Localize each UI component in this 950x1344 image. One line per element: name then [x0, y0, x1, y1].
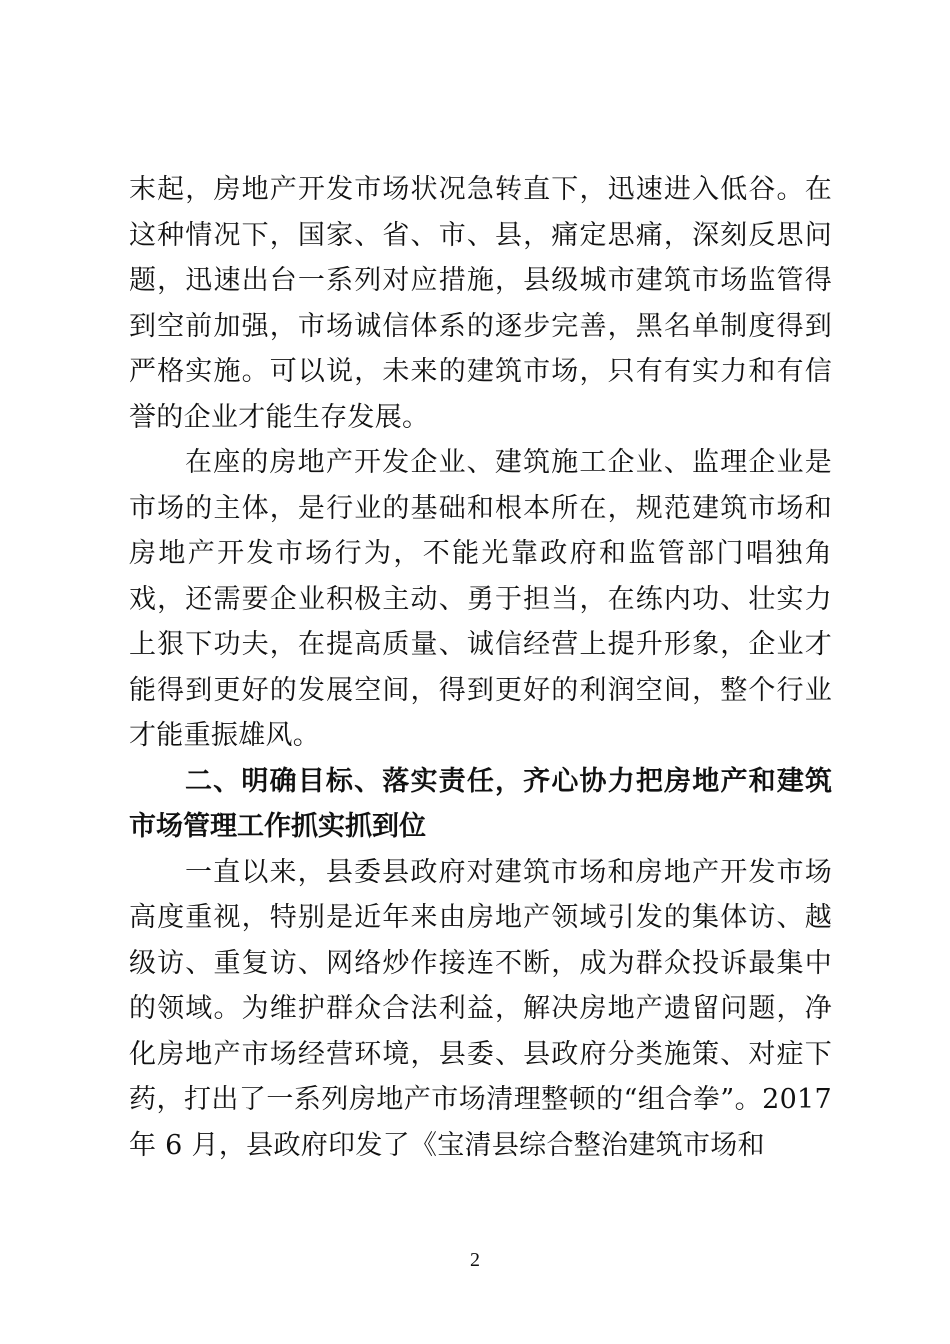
page-number: 2	[470, 1249, 480, 1271]
paragraph-government-measures: 一直以来，县委县政府对建筑市场和房地产开发市场高度重视，特别是近年来由房地产领域引发的集体访、越级访、重复访、网络炒作接连不断，成为群众投诉最集中的领域。为维护群众合法利益，解决房地产遗留问题，净化房地产市场经营环境，县委、县政府分类施策、对症下药，打出了一系列房地产市场清理整顿的“组合拳”。2017 年 6 月，县政府印发了《宝清县综合整治建筑市场和	[129, 856, 832, 1161]
paragraph-enterprises: 在座的房地产开发企业、建筑施工企业、监理企业是市场的主体，是行业的基础和根本所在，规范建筑市场和房地产开发市场行为，不能光靠政府和监管部门唱独角戏，还需要企业积极主动、勇于担当，在练内功、壮实力上狠下功夫，在提高质量、诚信经营上提升形象，企业才能得到更好的发展空间，得到更好的利润空间，整个行业才能重振雄风。	[129, 447, 832, 751]
body-text	[129, 167, 832, 1168]
paragraph-continued: 末起，房地产开发市场状况急转直下，迅速进入低谷。在这种情况下，国家、省、市、县，痛定思痛，深刻反思问题，迅速出台一系列对应措施，县级城市建筑市场监管得到空前加强，市场诚信体系的逐步完善，黑名单制度得到严格实施。可以说，未来的建筑市场，只有有实力和有信誉的企业才能生存发展。	[129, 174, 832, 433]
section-heading: 二、明确目标、落实责任，齐心协力把房地产和建筑市场管理工作抓实抓到位	[129, 765, 832, 842]
